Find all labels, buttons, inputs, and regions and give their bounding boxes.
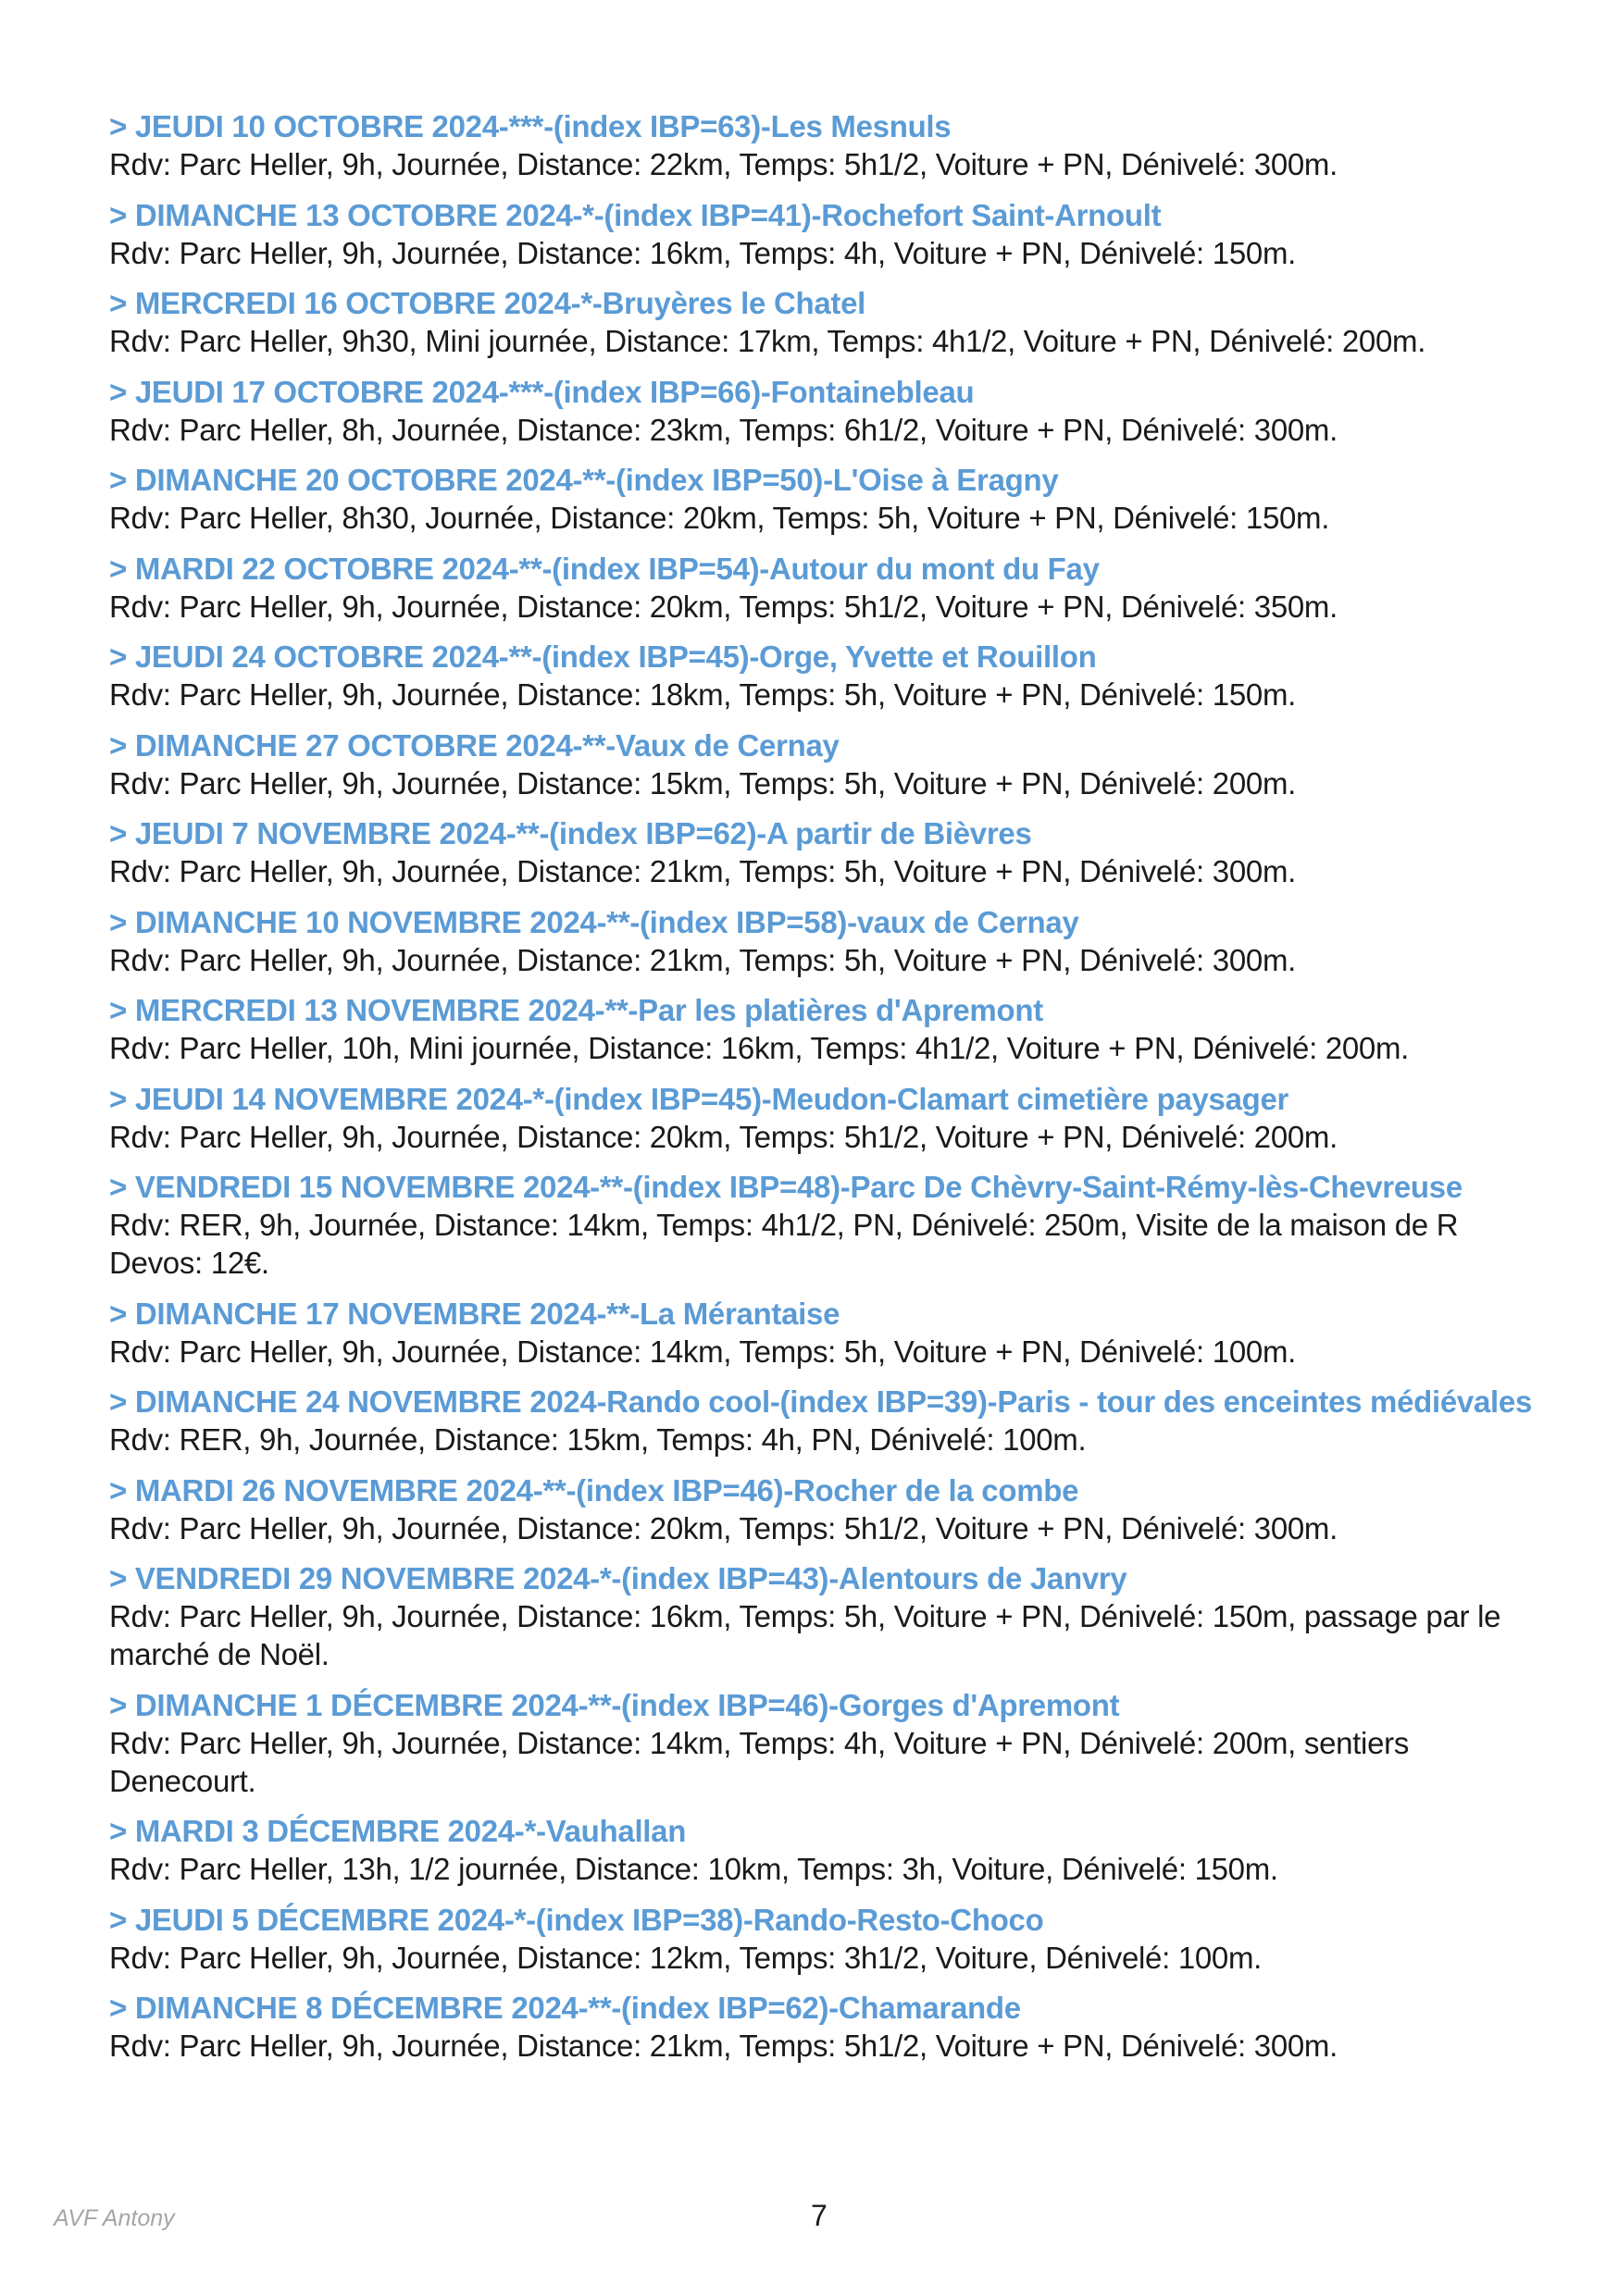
hike-title[interactable]: > DIMANCHE 27 OCTOBRE 2024-**-Vaux de Cernay — [109, 727, 840, 763]
hike-entry — [109, 1080, 1553, 1156]
hike-entry — [109, 903, 1553, 979]
hike-entry — [109, 550, 1553, 626]
hike-entry — [109, 1295, 1553, 1371]
hike-details: Rdv: Parc Heller, 9h, Journée, Distance: 21km, Temps: 5h, Voiture + PN, Dénivelé: 300m. — [109, 942, 1297, 977]
hike-details: Rdv: Parc Heller, 9h, Journée, Distance: 15km, Temps: 5h, Voiture + PN, Dénivelé: 200m. — [109, 765, 1297, 800]
hike-entry — [109, 1471, 1553, 1547]
hike-title[interactable]: > JEUDI 17 OCTOBRE 2024-***-(index IBP=66)-Fontainebleau — [109, 374, 975, 409]
hike-title[interactable]: > DIMANCHE 1 DÉCEMBRE 2024-**-(index IBP=46)-Gorges d'Apremont — [109, 1687, 1120, 1722]
hike-details: Rdv: Parc Heller, 9h, Journée, Distance: 20km, Temps: 5h1/2, Voiture + PN, Dénivelé: 300m. — [109, 1510, 1338, 1545]
hike-details: Rdv: Parc Heller, 8h, Journée, Distance: 23km, Temps: 6h1/2, Voiture + PN, Dénivelé: 300m. — [109, 412, 1338, 447]
hike-title[interactable]: > JEUDI 5 DÉCEMBRE 2024-*-(index IBP=38)-Rando-Resto-Choco — [109, 1902, 1044, 1937]
hike-title[interactable]: > DIMANCHE 13 OCTOBRE 2024-*-(index IBP=41)-Rochefort Saint-Arnoult — [109, 197, 1162, 232]
hike-entry — [109, 814, 1553, 890]
hike-entry — [109, 1168, 1553, 1282]
hike-details: Rdv: Parc Heller, 9h, Journée, Distance: 20km, Temps: 5h1/2, Voiture + PN, Dénivelé: 350m. — [109, 589, 1338, 624]
hike-title[interactable]: > JEUDI 10 OCTOBRE 2024-***-(index IBP=63)-Les Mesnuls — [109, 109, 952, 143]
hike-entry — [109, 284, 1553, 360]
hike-title[interactable]: > JEUDI 7 NOVEMBRE 2024-**-(index IBP=62)-A partir de Bièvres — [109, 816, 1032, 850]
hike-title[interactable]: > MARDI 26 NOVEMBRE 2024-**-(index IBP=46)-Rocher de la combe — [109, 1472, 1079, 1508]
hike-entry — [109, 638, 1553, 714]
hike-entry — [109, 196, 1553, 272]
hike-entry — [109, 1383, 1553, 1458]
hike-details: Rdv: Parc Heller, 9h, Journée, Distance: 21km, Temps: 5h, Voiture + PN, Dénivelé: 300m. — [109, 854, 1297, 888]
hike-details: Rdv: Parc Heller, 9h, Journée, Distance: 14km, Temps: 4h, Voiture + PN, Dénivelé: 200m, sentiers Denecourt. — [109, 1725, 1410, 1798]
hike-details: Rdv: RER, 9h, Journée, Distance: 15km, Temps: 4h, PN, Dénivelé: 100m. — [109, 1422, 1087, 1457]
hike-details: Rdv: Parc Heller, 10h, Mini journée, Distance: 16km, Temps: 4h1/2, Voiture + PN, Dénivelé: 200m. — [109, 1031, 1410, 1065]
hike-title[interactable]: > DIMANCHE 24 NOVEMBRE 2024-Rando cool-(index IBP=39)-Paris - tour des enceintes médiévales — [109, 1384, 1532, 1419]
hike-entry — [109, 1559, 1553, 1673]
hike-title[interactable]: > MERCREDI 13 NOVEMBRE 2024-**-Par les platières d'Apremont — [109, 993, 1043, 1027]
hike-schedule-list — [109, 107, 1553, 2078]
hike-details: Rdv: Parc Heller, 9h, Journée, Distance: 16km, Temps: 5h, Voiture + PN, Dénivelé: 150m, passage par le marché de Noël. — [109, 1599, 1501, 1671]
hike-details: Rdv: RER, 9h, Journée, Distance: 14km, Temps: 4h1/2, PN, Dénivelé: 250m, Visite de la maison de R Devos: 12€. — [109, 1208, 1459, 1280]
hike-details: Rdv: Parc Heller, 13h, 1/2 journée, Distance: 10km, Temps: 3h, Voiture, Dénivelé: 150m. — [109, 1852, 1278, 1886]
page-number: 7 — [811, 2199, 828, 2232]
hike-details: Rdv: Parc Heller, 9h, Journée, Distance: 21km, Temps: 5h1/2, Voiture + PN, Dénivelé: 300m. — [109, 2029, 1338, 2063]
hike-details: Rdv: Parc Heller, 9h, Journée, Distance: 12km, Temps: 3h1/2, Voiture, Dénivelé: 100m. — [109, 1940, 1263, 1975]
hike-entry — [109, 461, 1553, 537]
hike-details: Rdv: Parc Heller, 9h, Journée, Distance: 20km, Temps: 5h1/2, Voiture + PN, Dénivelé: 200m. — [109, 1119, 1338, 1154]
hike-title[interactable]: > MERCREDI 16 OCTOBRE 2024-*-Bruyères le Chatel — [109, 286, 865, 320]
hike-entry — [109, 107, 1553, 183]
hike-entry — [109, 1812, 1553, 1888]
hike-title[interactable]: > DIMANCHE 8 DÉCEMBRE 2024-**-(index IBP=62)-Chamarande — [109, 1991, 1021, 2025]
hike-details: Rdv: Parc Heller, 9h, Journée, Distance: 16km, Temps: 4h, Voiture + PN, Dénivelé: 150m. — [109, 235, 1297, 270]
hike-details: Rdv: Parc Heller, 9h, Journée, Distance: 22km, Temps: 5h1/2, Voiture + PN, Dénivelé: 300m. — [109, 147, 1338, 181]
hike-entry — [109, 1686, 1553, 1800]
hike-details: Rdv: Parc Heller, 9h, Journée, Distance: 18km, Temps: 5h, Voiture + PN, Dénivelé: 150m. — [109, 677, 1297, 712]
hike-details: Rdv: Parc Heller, 9h, Journée, Distance: 14km, Temps: 5h, Voiture + PN, Dénivelé: 100m. — [109, 1334, 1297, 1369]
hike-title[interactable]: > VENDREDI 29 NOVEMBRE 2024-*-(index IBP=43)-Alentours de Janvry — [109, 1561, 1127, 1595]
hike-entry — [109, 1989, 1553, 2065]
hike-title[interactable]: > JEUDI 14 NOVEMBRE 2024-*-(index IBP=45)-Meudon-Clamart cimetière paysager — [109, 1081, 1289, 1116]
hike-title[interactable]: > DIMANCHE 10 NOVEMBRE 2024-**-(index IBP=58)-vaux de Cernay — [109, 904, 1079, 939]
hike-title[interactable]: > DIMANCHE 17 NOVEMBRE 2024-**-La Mérantaise — [109, 1296, 840, 1331]
hike-title[interactable]: > VENDREDI 15 NOVEMBRE 2024-**-(index IBP=48)-Parc De Chèvry-Saint-Rémy-lès-Chevreuse — [109, 1170, 1462, 1204]
hike-details: Rdv: Parc Heller, 9h30, Mini journée, Distance: 17km, Temps: 4h1/2, Voiture + PN, Dénivelé: 200m. — [109, 324, 1426, 358]
hike-title[interactable]: > JEUDI 24 OCTOBRE 2024-**-(index IBP=45)-Orge, Yvette et Rouillon — [109, 639, 1097, 674]
hike-entry — [109, 726, 1553, 802]
hike-entry — [109, 1901, 1553, 1977]
hike-entry — [109, 991, 1553, 1067]
hike-entry — [109, 373, 1553, 449]
hike-title[interactable]: > MARDI 3 DÉCEMBRE 2024-*-Vauhallan — [109, 1814, 687, 1848]
hike-details: Rdv: Parc Heller, 8h30, Journée, Distance: 20km, Temps: 5h, Voiture + PN, Dénivelé: 150m. — [109, 501, 1330, 535]
footer-organization: AVF Antony — [54, 2205, 175, 2231]
hike-title[interactable]: > DIMANCHE 20 OCTOBRE 2024-**-(index IBP=50)-L'Oise à Eragny — [109, 463, 1059, 497]
hike-title[interactable]: > MARDI 22 OCTOBRE 2024-**-(index IBP=54)-Autour du mont du Fay — [109, 551, 1100, 586]
